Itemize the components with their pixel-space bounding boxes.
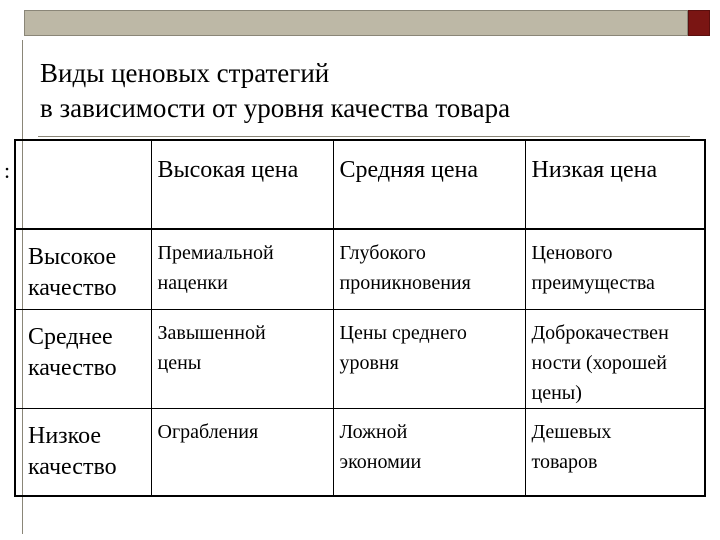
cell-line: экономии: [339, 450, 422, 473]
corner-accent-square: [688, 10, 710, 36]
title-line-2: в зависимости от уровня качества товара: [40, 93, 511, 123]
cell-line: Завышенной: [157, 321, 266, 344]
table-cell: [333, 408, 525, 496]
cell-line: Ограбления: [157, 420, 259, 443]
header-label: Высокая цена: [157, 157, 299, 183]
cell-line: товаров: [531, 450, 598, 473]
cell-line: Дешевых: [531, 420, 612, 443]
cell-line: преимущества: [531, 272, 655, 294]
header-label: Средняя цена: [339, 157, 478, 183]
cell-line: Ценового: [531, 242, 613, 264]
row-label-line: Среднее: [28, 323, 113, 350]
row-label-line: качество: [28, 275, 117, 301]
cell-text: [158, 230, 327, 298]
table-cell: [333, 229, 525, 309]
header-high-price: [151, 140, 333, 229]
cell-text: [532, 230, 699, 298]
row-label: [22, 409, 145, 483]
cell-line: Ложной: [339, 420, 408, 443]
row-label-line: Высокое: [28, 244, 117, 270]
cell-text: [532, 409, 699, 477]
table-row-high-quality: [15, 229, 705, 309]
header-label: Низкая цена: [531, 157, 658, 183]
cell-line: уровня: [339, 351, 399, 374]
row-label-cell: [15, 309, 151, 408]
cell-text: [340, 409, 519, 477]
cell-line: Доброкачествен: [531, 321, 669, 344]
cell-text: [532, 310, 699, 408]
table-cell: [525, 229, 705, 309]
header-medium-price: [333, 140, 525, 229]
cell-text: [158, 310, 327, 378]
cell-line: ности (хорошей: [531, 351, 667, 374]
cell-text: [158, 409, 327, 447]
row-label-line: качество: [28, 453, 117, 480]
table-row-low-quality: [15, 408, 705, 496]
cell-line: Глубокого: [339, 242, 426, 264]
cell-line: проникновения: [339, 272, 471, 294]
row-label-cell: [15, 229, 151, 309]
table-cell: [333, 309, 525, 408]
table-cell: [151, 408, 333, 496]
table-cell: [151, 309, 333, 408]
corner-cell: [15, 140, 151, 229]
title-line-1: Виды ценовых стратегий: [40, 58, 330, 88]
cell-text: [340, 230, 519, 298]
row-label-line: Низкое: [28, 422, 102, 449]
pricing-strategy-table: [14, 139, 706, 497]
title-underline: [38, 136, 690, 137]
slide-title: [40, 56, 660, 126]
cell-line: цены: [157, 351, 202, 374]
cell-line: наценки: [157, 272, 228, 294]
table-cell: [151, 229, 333, 309]
cell-line: Премиальной: [157, 242, 274, 264]
table-row-medium-quality: [15, 309, 705, 408]
row-label-line: качество: [28, 354, 117, 381]
table-cell: [525, 408, 705, 496]
cell-text: [340, 310, 519, 378]
row-label: [22, 230, 145, 304]
table-cell: [525, 309, 705, 408]
cell-line: цены): [531, 381, 582, 404]
header-low-price: [525, 140, 705, 229]
row-label: [22, 310, 145, 384]
stray-colon: :: [4, 158, 11, 183]
row-label-cell: [15, 408, 151, 496]
table-header-row: [15, 140, 705, 229]
cell-line: Цены среднего: [339, 321, 467, 344]
top-decorative-bar: [24, 10, 688, 36]
